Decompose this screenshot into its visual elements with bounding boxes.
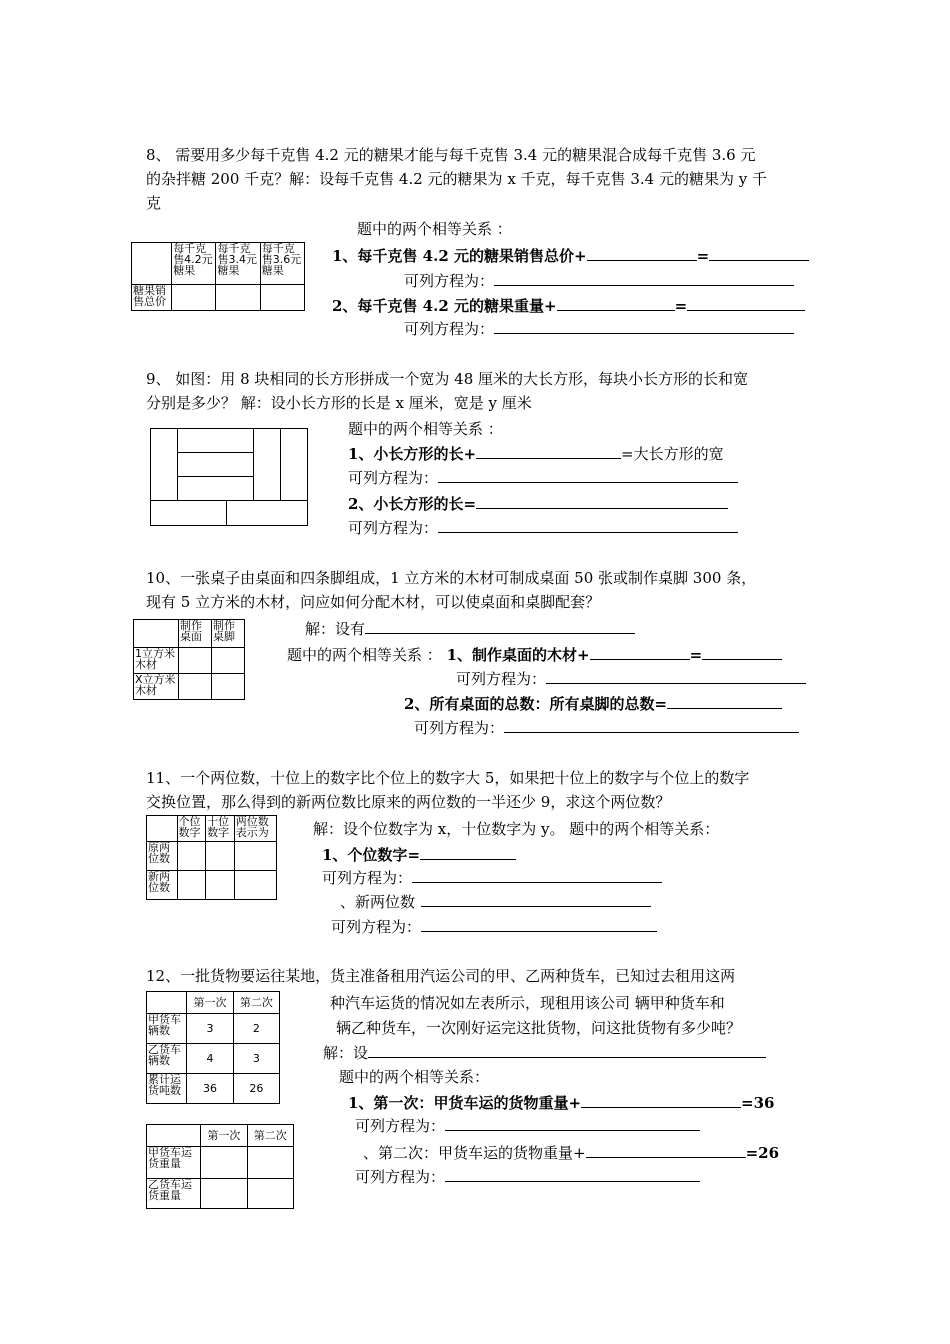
q9-text (146, 367, 816, 415)
q11-rel2-blank[interactable] (421, 892, 651, 907)
q9-eq-blank-1[interactable] (438, 468, 738, 483)
q10-row-2: X立方米木材 (134, 674, 179, 700)
q8-header-3: 每千克售3.6元糖果 (260, 243, 304, 285)
q9-rectangle-figure (150, 428, 308, 526)
q8-eq-label-2: 可列方程为： (404, 320, 495, 338)
q11-rel2: 、新两位数 (340, 893, 416, 911)
q12-t1-header-1: 第一次 (187, 992, 233, 1014)
q10-row-1: 1立方米木材 (134, 648, 179, 674)
q11-eq-blank-1[interactable] (412, 868, 662, 883)
q11-text (146, 766, 816, 814)
q10-header-2: 制作桌脚 (212, 620, 245, 648)
q12-rel1-blank[interactable] (581, 1093, 741, 1108)
q10-solve: 解：设有 (305, 620, 366, 638)
q12-t1-header-2: 第二次 (233, 992, 279, 1014)
q12-rel1: 1、第一次：甲货车运的货物重量+ (348, 1094, 582, 1112)
q12-t2-row-2: 乙货车运货重量 (147, 1179, 201, 1209)
q10-rel1-blank-a[interactable] (590, 645, 690, 660)
q12-t1-row-3-v2: 26 (233, 1074, 279, 1104)
q9-rel1-tail: =大长方形的宽 (621, 445, 724, 463)
q12-eq-label-1: 可列方程为： (355, 1117, 446, 1135)
q10-header-1: 制作桌面 (179, 620, 212, 648)
q11-line2: 交换位置，那么得到的新两位数比原来的两位数的一半还少 9，求这个两位数？ (146, 793, 671, 811)
q12-solve: 解：设 (323, 1044, 369, 1062)
q12-line3: 辆乙种货车，一次刚好运完这批货物，问这批货物有多少吨？ (336, 1019, 742, 1037)
q10-rel1: 1、制作桌面的木材+ (446, 646, 590, 664)
q10-eq-blank-1[interactable] (546, 669, 806, 684)
q12-t2-header-1: 第一次 (201, 1125, 247, 1147)
q8-row-label: 糖果销售总价 (132, 285, 172, 311)
q9-eq-label-1: 可列方程为： (348, 469, 439, 487)
q8-header-2: 每千克售3.4元糖果 (216, 243, 260, 285)
q10-solve-blank[interactable] (365, 619, 635, 634)
q8-relations-title: 题中的两个相等关系 ： (357, 220, 512, 238)
q10-eq-label-1: 可列方程为： (456, 670, 547, 688)
q12-eq-blank-1[interactable] (445, 1116, 700, 1131)
q12-rel1-tail: =36 (741, 1094, 775, 1112)
q11-eq-blank-2[interactable] (421, 917, 657, 932)
q10-line1: 10、一张桌子由桌面和四条脚组成，1 立方米的木材可制成桌面 50 张或制作桌脚 300 条， (146, 569, 757, 587)
q10-eq-label-2: 可列方程为： (414, 719, 505, 737)
q11-eq-label-1: 可列方程为： (322, 869, 413, 887)
q12-t1-row-2-v2: 3 (233, 1044, 279, 1074)
q12-t1-row-1-v2: 2 (233, 1014, 279, 1044)
q8-rel2-eq: = (674, 297, 688, 315)
q8-line2: 的杂拌糖 200 千克？解：设每千克售 4.2 元的糖果为 x 千克，每千克售 3.4 元的糖果为 y 千 (146, 170, 767, 188)
q8-table (131, 242, 305, 311)
q8-eq-label-1: 可列方程为： (404, 272, 495, 290)
q10-text (146, 566, 816, 614)
q9-eq-label-2: 可列方程为： (348, 519, 439, 537)
q9-rel1-blank[interactable] (476, 444, 621, 459)
q10-relations-title: 题中的两个相等关系 ： (287, 646, 442, 664)
q12-table1 (146, 991, 280, 1104)
q11-eq-label-2: 可列方程为： (331, 918, 422, 936)
q12-t1-row-1-label: 甲货车辆数 (147, 1014, 187, 1044)
q8-rel2-blank-a[interactable] (557, 296, 675, 311)
q8-rel1-blank-a[interactable] (587, 246, 697, 261)
q12-t1-row-2-label: 乙货车辆数 (147, 1044, 187, 1074)
q11-rel1: 1、个位数字= (322, 846, 421, 864)
q8-rel1-eq: = (696, 247, 710, 265)
q10-rel1-blank-b[interactable] (702, 645, 782, 660)
q9-rel2-blank[interactable] (476, 494, 728, 509)
q10-rel2-blank[interactable] (667, 694, 782, 709)
q9-eq-blank-2[interactable] (438, 518, 738, 533)
q8-line3: 克 (146, 194, 162, 212)
q11-row-2: 新两位数 (147, 871, 178, 900)
q12-solve-blank[interactable] (368, 1043, 766, 1058)
q11-line1: 11、一个两位数，十位上的数字比个位上的数字大 5，如果把十位上的数字与个位上的数字 (146, 769, 750, 787)
q10-rel2: 2、所有桌面的总数：所有桌脚的总数= (404, 695, 668, 713)
q11-solve: 解：设个位数字为 x，十位数字为 y。 题中的两个相等关系： (313, 820, 720, 838)
q10-line2: 现有 5 立方米的木材，问应如何分配木材，可以使桌面和桌脚配套？ (146, 593, 601, 611)
q8-line1: 8、 需要用多少每千克售 4.2 元的糖果才能与每千克售 3.4 元的糖果混合成每千克售 3.6 元 (146, 146, 756, 164)
q8-rel1-blank-b[interactable] (709, 246, 809, 261)
q12-t2-row-1: 甲货车运货重量 (147, 1147, 201, 1179)
q8-rel2: 2、每千克售 4.2 元的糖果重量+ (332, 297, 557, 315)
q12-rel2-tail: =26 (745, 1144, 780, 1162)
q8-rel2-blank-b[interactable] (687, 296, 805, 311)
q12-text (146, 964, 816, 988)
q12-table2 (146, 1124, 294, 1209)
q10-rel1-eq: = (689, 646, 703, 664)
q12-eq-blank-2[interactable] (445, 1167, 700, 1182)
q8-eq-blank-1[interactable] (494, 271, 794, 286)
q8-header-1: 每千克售4.2元糖果 (172, 243, 216, 285)
q11-header-2: 十位数字 (206, 816, 235, 842)
q12-t2-header-2: 第二次 (247, 1125, 293, 1147)
q8-rel1: 1、每千克售 4.2 元的糖果销售总价+ (332, 247, 587, 265)
q12-rel2-blank[interactable] (586, 1143, 746, 1158)
q9-rel2: 2、小长方形的长= (348, 495, 477, 513)
q10-table (133, 619, 245, 700)
q12-line1: 12、一批货物要运往某地，货主准备租用汽运公司的甲、乙两种货车，已知过去租用这两 (146, 967, 736, 985)
q11-rel1-blank[interactable] (420, 845, 516, 860)
q10-eq-blank-2[interactable] (504, 718, 799, 733)
q8-text (146, 143, 816, 215)
q8-eq-blank-2[interactable] (494, 319, 794, 334)
q11-header-1: 个位数字 (177, 816, 206, 842)
q11-table (146, 815, 277, 900)
q12-rel2: 、第二次：甲货车运的货物重量+ (363, 1144, 586, 1162)
q12-t1-row-3-label: 累计运货吨数 (147, 1074, 187, 1104)
q9-line2: 分别是多少？ 解：设小长方形的长是 x 厘米，宽是 y 厘米 (146, 394, 532, 412)
q12-t1-row-3-v1: 36 (187, 1074, 233, 1104)
q9-relations-title: 题中的两个相等关系 ： (348, 420, 503, 438)
q12-eq-label-2: 可列方程为： (355, 1168, 446, 1186)
q12-relations-title: 题中的两个相等关系： (339, 1068, 490, 1086)
q11-row-1: 原两位数 (147, 842, 178, 871)
q11-header-3: 两位数表示为 (234, 816, 276, 842)
q9-rel1: 1、小长方形的长+ (348, 445, 477, 463)
q12-line2: 种汽车运货的情况如左表所示，现租用该公司 辆甲种货车和 (330, 994, 725, 1012)
q9-line1: 9、 如图：用 8 块相同的长方形拼成一个宽为 48 厘米的大长方形，每块小长方形的长和宽 (146, 370, 749, 388)
q12-t1-row-1-v1: 3 (187, 1014, 233, 1044)
q12-t1-row-2-v1: 4 (187, 1044, 233, 1074)
